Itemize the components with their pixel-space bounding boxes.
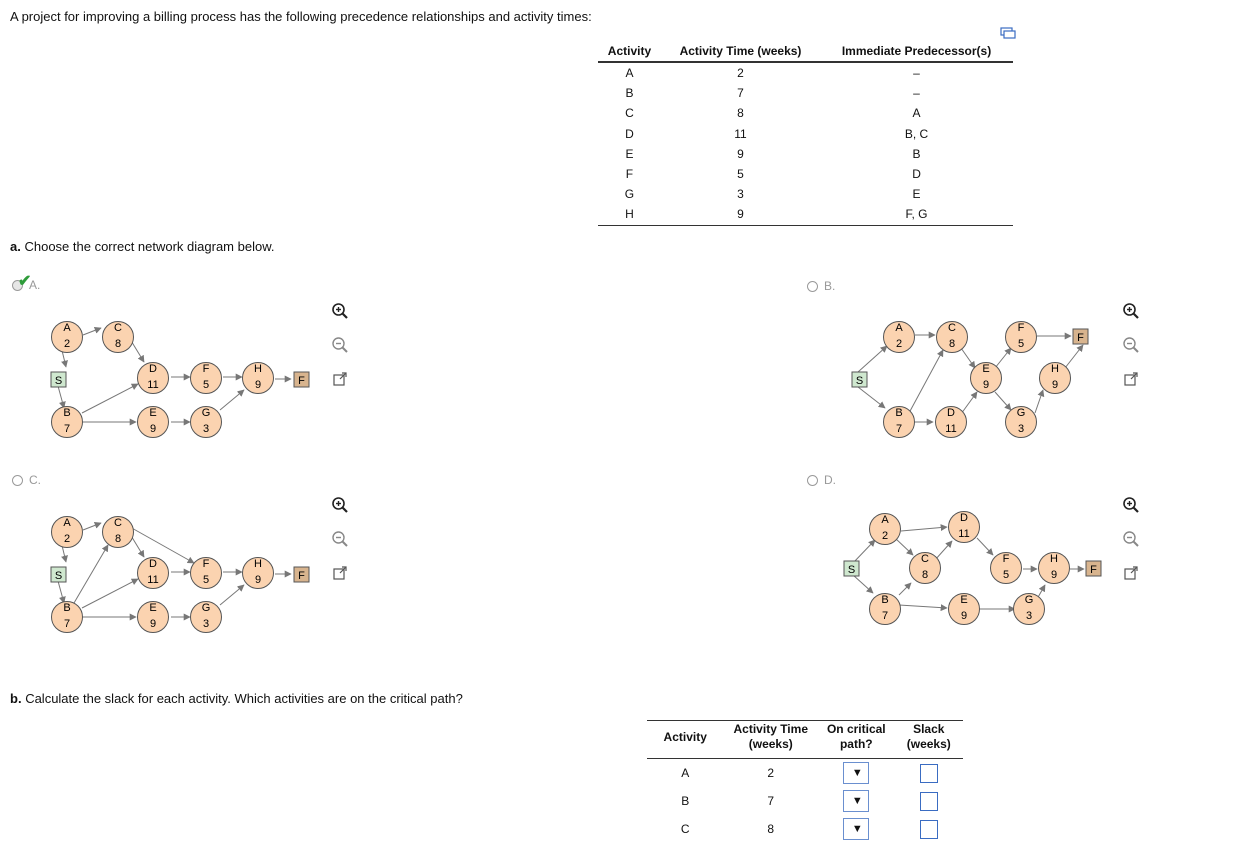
- node-c: [103, 322, 134, 353]
- node-b-time: 7: [895, 423, 903, 435]
- popout-icon[interactable]: [330, 563, 350, 583]
- node-c-time: 8: [948, 338, 956, 350]
- option-b-label: B.: [824, 279, 836, 293]
- node-f: [191, 363, 222, 394]
- node-d-time: 11: [147, 574, 159, 586]
- node-start: [844, 561, 859, 576]
- node-c: [103, 517, 134, 548]
- table-row: [598, 83, 1013, 103]
- node-b-time: 7: [63, 423, 71, 435]
- node-f-time: 5: [202, 379, 210, 391]
- node-b-label: B: [63, 407, 71, 419]
- node-d: [138, 558, 169, 589]
- node-h-time: 9: [254, 379, 262, 391]
- node-h: [243, 363, 274, 394]
- critical-path-dropdown[interactable]: [843, 818, 869, 840]
- node-h: [1040, 363, 1071, 394]
- node-d-time: 11: [958, 528, 970, 540]
- slack-input[interactable]: [920, 792, 938, 811]
- node-d-label: D: [149, 363, 157, 375]
- diagram-b-svg: [845, 310, 1105, 445]
- node-f-time: 5: [1017, 338, 1025, 350]
- option-d-label: D.: [824, 473, 836, 487]
- slack-cell: [895, 787, 963, 815]
- table-row: [598, 62, 1013, 83]
- zoom-in-icon[interactable]: [330, 301, 350, 321]
- col-header-time: Activity Time (weeks): [661, 42, 820, 62]
- node-a: [870, 514, 901, 545]
- col-header-activity: Activity: [598, 42, 661, 62]
- node-e-time: 9: [149, 423, 157, 435]
- node-f: [191, 558, 222, 589]
- node-g-label: G: [201, 602, 211, 614]
- option-a[interactable]: [12, 273, 41, 292]
- node-c-label: C: [948, 322, 956, 334]
- cell: 2: [737, 66, 744, 81]
- node-e-time: 9: [149, 618, 157, 630]
- table-row: [598, 204, 1013, 225]
- zoom-out-icon[interactable]: [1121, 529, 1141, 549]
- cell: C: [625, 106, 634, 121]
- node-a: [52, 322, 83, 353]
- node-g-time: 3: [1017, 423, 1025, 435]
- node-a-time: 2: [63, 338, 71, 350]
- node-c-time: 8: [114, 338, 122, 350]
- node-c: [910, 553, 941, 584]
- node-f: [1006, 322, 1037, 353]
- node-finish-label: F: [298, 375, 305, 387]
- part-a-text: Choose the correct network diagram below.: [24, 239, 275, 254]
- option-d[interactable]: [807, 473, 836, 487]
- cell: B, C: [904, 126, 929, 141]
- node-d-time: 11: [945, 423, 957, 435]
- radio-option-d[interactable]: [807, 475, 818, 486]
- chevron-down-icon: ▼: [851, 795, 863, 807]
- answer-table: [647, 720, 963, 843]
- node-e: [138, 602, 169, 633]
- node-start-label: S: [847, 564, 856, 576]
- popout-icon[interactable]: [330, 369, 350, 389]
- radio-option-c[interactable]: [12, 475, 23, 486]
- part-b-prompt: [10, 691, 463, 706]
- node-finish: [1073, 329, 1088, 344]
- node-f: [991, 553, 1022, 584]
- node-e: [971, 363, 1002, 394]
- cell: –: [913, 86, 920, 101]
- zoom-out-icon[interactable]: [1121, 335, 1141, 355]
- node-g: [191, 602, 222, 633]
- activity-cell: C: [680, 822, 690, 836]
- popout-icon[interactable]: [1121, 563, 1141, 583]
- node-c-time: 8: [114, 533, 122, 545]
- cell: A: [625, 66, 634, 81]
- node-a-label: A: [895, 322, 903, 334]
- diagram-d-tools: [1121, 495, 1143, 597]
- node-f-label: F: [202, 558, 210, 570]
- cell: 9: [737, 146, 744, 161]
- node-e: [949, 594, 980, 625]
- node-d-time: 11: [147, 379, 159, 391]
- col-header-predecessors: Immediate Predecessor(s): [820, 42, 1013, 62]
- node-g-time: 3: [202, 423, 210, 435]
- node-g: [191, 407, 222, 438]
- cell: F, G: [820, 204, 1013, 225]
- node-d: [949, 512, 980, 543]
- node-a-time: 2: [63, 533, 71, 545]
- network-diagram-b[interactable]: [845, 310, 1105, 445]
- node-g: [1014, 594, 1045, 625]
- chevron-down-icon: ▼: [851, 823, 863, 835]
- cell: E: [625, 146, 634, 161]
- network-diagram-d[interactable]: [835, 505, 1110, 635]
- node-start-label: S: [855, 375, 864, 387]
- slack-input[interactable]: [920, 820, 938, 839]
- node-h-label: H: [254, 558, 262, 570]
- part-b-text: Calculate the slack for each activity. Which activities are on the critical path?: [25, 691, 463, 706]
- node-g-time: 3: [1025, 610, 1033, 622]
- node-finish-label: F: [1090, 564, 1097, 576]
- intro-text: A project for improving a billing process has the following precedence relationships and activity times:: [10, 9, 592, 24]
- node-a: [52, 517, 83, 548]
- node-start-label: S: [54, 570, 63, 582]
- slack-cell: [895, 759, 963, 788]
- zoom-in-icon[interactable]: [1121, 301, 1141, 321]
- copy-icon[interactable]: [1000, 27, 1016, 39]
- node-b-label: B: [63, 602, 71, 614]
- critical-path-dropdown[interactable]: [843, 762, 869, 784]
- option-c[interactable]: [12, 473, 41, 487]
- node-a-label: A: [63, 517, 71, 529]
- diagram-a-svg: [30, 310, 330, 445]
- table-row: [598, 103, 1013, 123]
- time-cell: 2: [767, 766, 775, 780]
- table-row: [647, 815, 963, 843]
- table-row: [598, 144, 1013, 164]
- node-start: [51, 372, 66, 387]
- cell: 5: [737, 167, 744, 182]
- node-b-label: B: [895, 407, 903, 419]
- cell: H: [598, 204, 661, 225]
- node-b-time: 7: [881, 610, 889, 622]
- node-f-label: F: [1002, 553, 1010, 565]
- diagram-c-svg: [30, 505, 330, 640]
- cell: –: [913, 66, 920, 81]
- node-start: [852, 372, 867, 387]
- node-h: [243, 558, 274, 589]
- node-h-label: H: [1051, 363, 1059, 375]
- network-diagram-c[interactable]: [30, 505, 330, 640]
- diagram-d-svg: [835, 505, 1110, 635]
- node-f-label: F: [202, 363, 210, 375]
- node-h-time: 9: [1050, 569, 1058, 581]
- zoom-out-icon[interactable]: [330, 335, 350, 355]
- node-e-time: 9: [982, 379, 990, 391]
- time-cell: 7: [767, 794, 775, 808]
- critical-cell: [818, 787, 894, 815]
- node-g-label: G: [1016, 407, 1026, 419]
- node-e-label: E: [149, 407, 157, 419]
- option-b[interactable]: [807, 279, 835, 293]
- node-finish: [294, 372, 309, 387]
- node-c: [937, 322, 968, 353]
- slack-cell: [895, 815, 963, 843]
- cell: D: [625, 126, 634, 141]
- popout-icon[interactable]: [1121, 369, 1141, 389]
- node-h-time: 9: [1051, 379, 1059, 391]
- node-b: [52, 407, 83, 438]
- node-finish-label: F: [1077, 332, 1084, 344]
- node-a-label: A: [881, 514, 889, 526]
- node-c-label: C: [921, 553, 929, 565]
- node-h-label: H: [1050, 553, 1058, 565]
- table-row: [598, 184, 1013, 204]
- node-g-time: 3: [202, 618, 210, 630]
- node-d-label: D: [947, 407, 955, 419]
- node-g: [1006, 407, 1037, 438]
- precedence-table: [598, 42, 1013, 226]
- node-e-time: 9: [960, 610, 968, 622]
- node-start-label: S: [54, 375, 63, 387]
- cell: 8: [737, 106, 744, 121]
- node-c-label: C: [114, 517, 122, 529]
- node-h-label: H: [254, 363, 262, 375]
- node-d-label: D: [960, 512, 968, 524]
- col-header-time: Activity Time (weeks): [723, 721, 818, 759]
- node-h-time: 9: [254, 574, 262, 586]
- node-b: [52, 602, 83, 633]
- table-row: [647, 787, 963, 815]
- node-e-label: E: [960, 594, 968, 606]
- critical-cell: [818, 815, 894, 843]
- chevron-down-icon: ▼: [851, 767, 863, 779]
- radio-option-b[interactable]: [807, 281, 818, 292]
- node-f-time: 5: [202, 574, 210, 586]
- critical-cell: [818, 759, 894, 788]
- node-b-time: 7: [63, 618, 71, 630]
- checkmark-icon: ✔: [18, 273, 32, 290]
- node-a: [884, 322, 915, 353]
- zoom-out-icon[interactable]: [330, 529, 350, 549]
- table-row: [598, 124, 1013, 144]
- table-row: [598, 164, 1013, 184]
- col-header-activity: Activity: [647, 721, 723, 759]
- part-a-letter: a.: [10, 239, 21, 254]
- node-d: [936, 407, 967, 438]
- activity-cell: B: [681, 794, 690, 808]
- cell: 11: [734, 126, 747, 141]
- node-c-time: 8: [921, 569, 929, 581]
- critical-path-dropdown[interactable]: [843, 790, 869, 812]
- diagram-c-tools: [330, 495, 352, 597]
- cell: 7: [737, 86, 744, 101]
- node-a-time: 2: [895, 338, 903, 350]
- node-g-label: G: [1024, 594, 1034, 606]
- node-finish-label: F: [298, 570, 305, 582]
- node-g-label: G: [201, 407, 211, 419]
- node-f-time: 5: [1002, 569, 1010, 581]
- option-a-label: A.: [29, 278, 41, 292]
- node-start: [51, 567, 66, 582]
- node-c-label: C: [114, 322, 122, 334]
- cell: G: [624, 187, 635, 202]
- zoom-in-icon[interactable]: [330, 495, 350, 515]
- table-row: [647, 759, 963, 788]
- part-b-letter: b.: [10, 691, 22, 706]
- node-b: [884, 407, 915, 438]
- node-d: [138, 363, 169, 394]
- cell: D: [912, 167, 921, 182]
- node-e-label: E: [982, 363, 990, 375]
- node-b-label: B: [881, 594, 889, 606]
- cell: B: [625, 86, 634, 101]
- network-diagram-a[interactable]: [30, 310, 330, 445]
- cell: 9: [661, 204, 820, 225]
- cell: A: [912, 106, 921, 121]
- node-e: [138, 407, 169, 438]
- zoom-in-icon[interactable]: [1121, 495, 1141, 515]
- cell: F: [625, 167, 634, 182]
- option-c-label: C.: [29, 473, 41, 487]
- node-d-label: D: [149, 558, 157, 570]
- node-finish: [1086, 561, 1101, 576]
- node-f-label: F: [1017, 322, 1025, 334]
- cell: 3: [737, 187, 744, 202]
- node-a-label: A: [63, 322, 71, 334]
- node-a-time: 2: [881, 530, 889, 542]
- slack-input[interactable]: [920, 764, 938, 783]
- diagram-b-tools: [1121, 301, 1143, 403]
- cell: B: [912, 146, 921, 161]
- node-e-label: E: [149, 602, 157, 614]
- diagram-a-tools: [330, 301, 352, 403]
- node-h: [1039, 553, 1070, 584]
- part-a-prompt: [10, 239, 274, 254]
- col-header-critical: On critical path?: [818, 721, 894, 759]
- time-cell: 8: [767, 822, 775, 836]
- node-b: [870, 594, 901, 625]
- cell: E: [912, 187, 921, 202]
- node-finish: [294, 567, 309, 582]
- col-header-slack: Slack (weeks): [895, 721, 963, 759]
- activity-cell: A: [681, 766, 690, 780]
